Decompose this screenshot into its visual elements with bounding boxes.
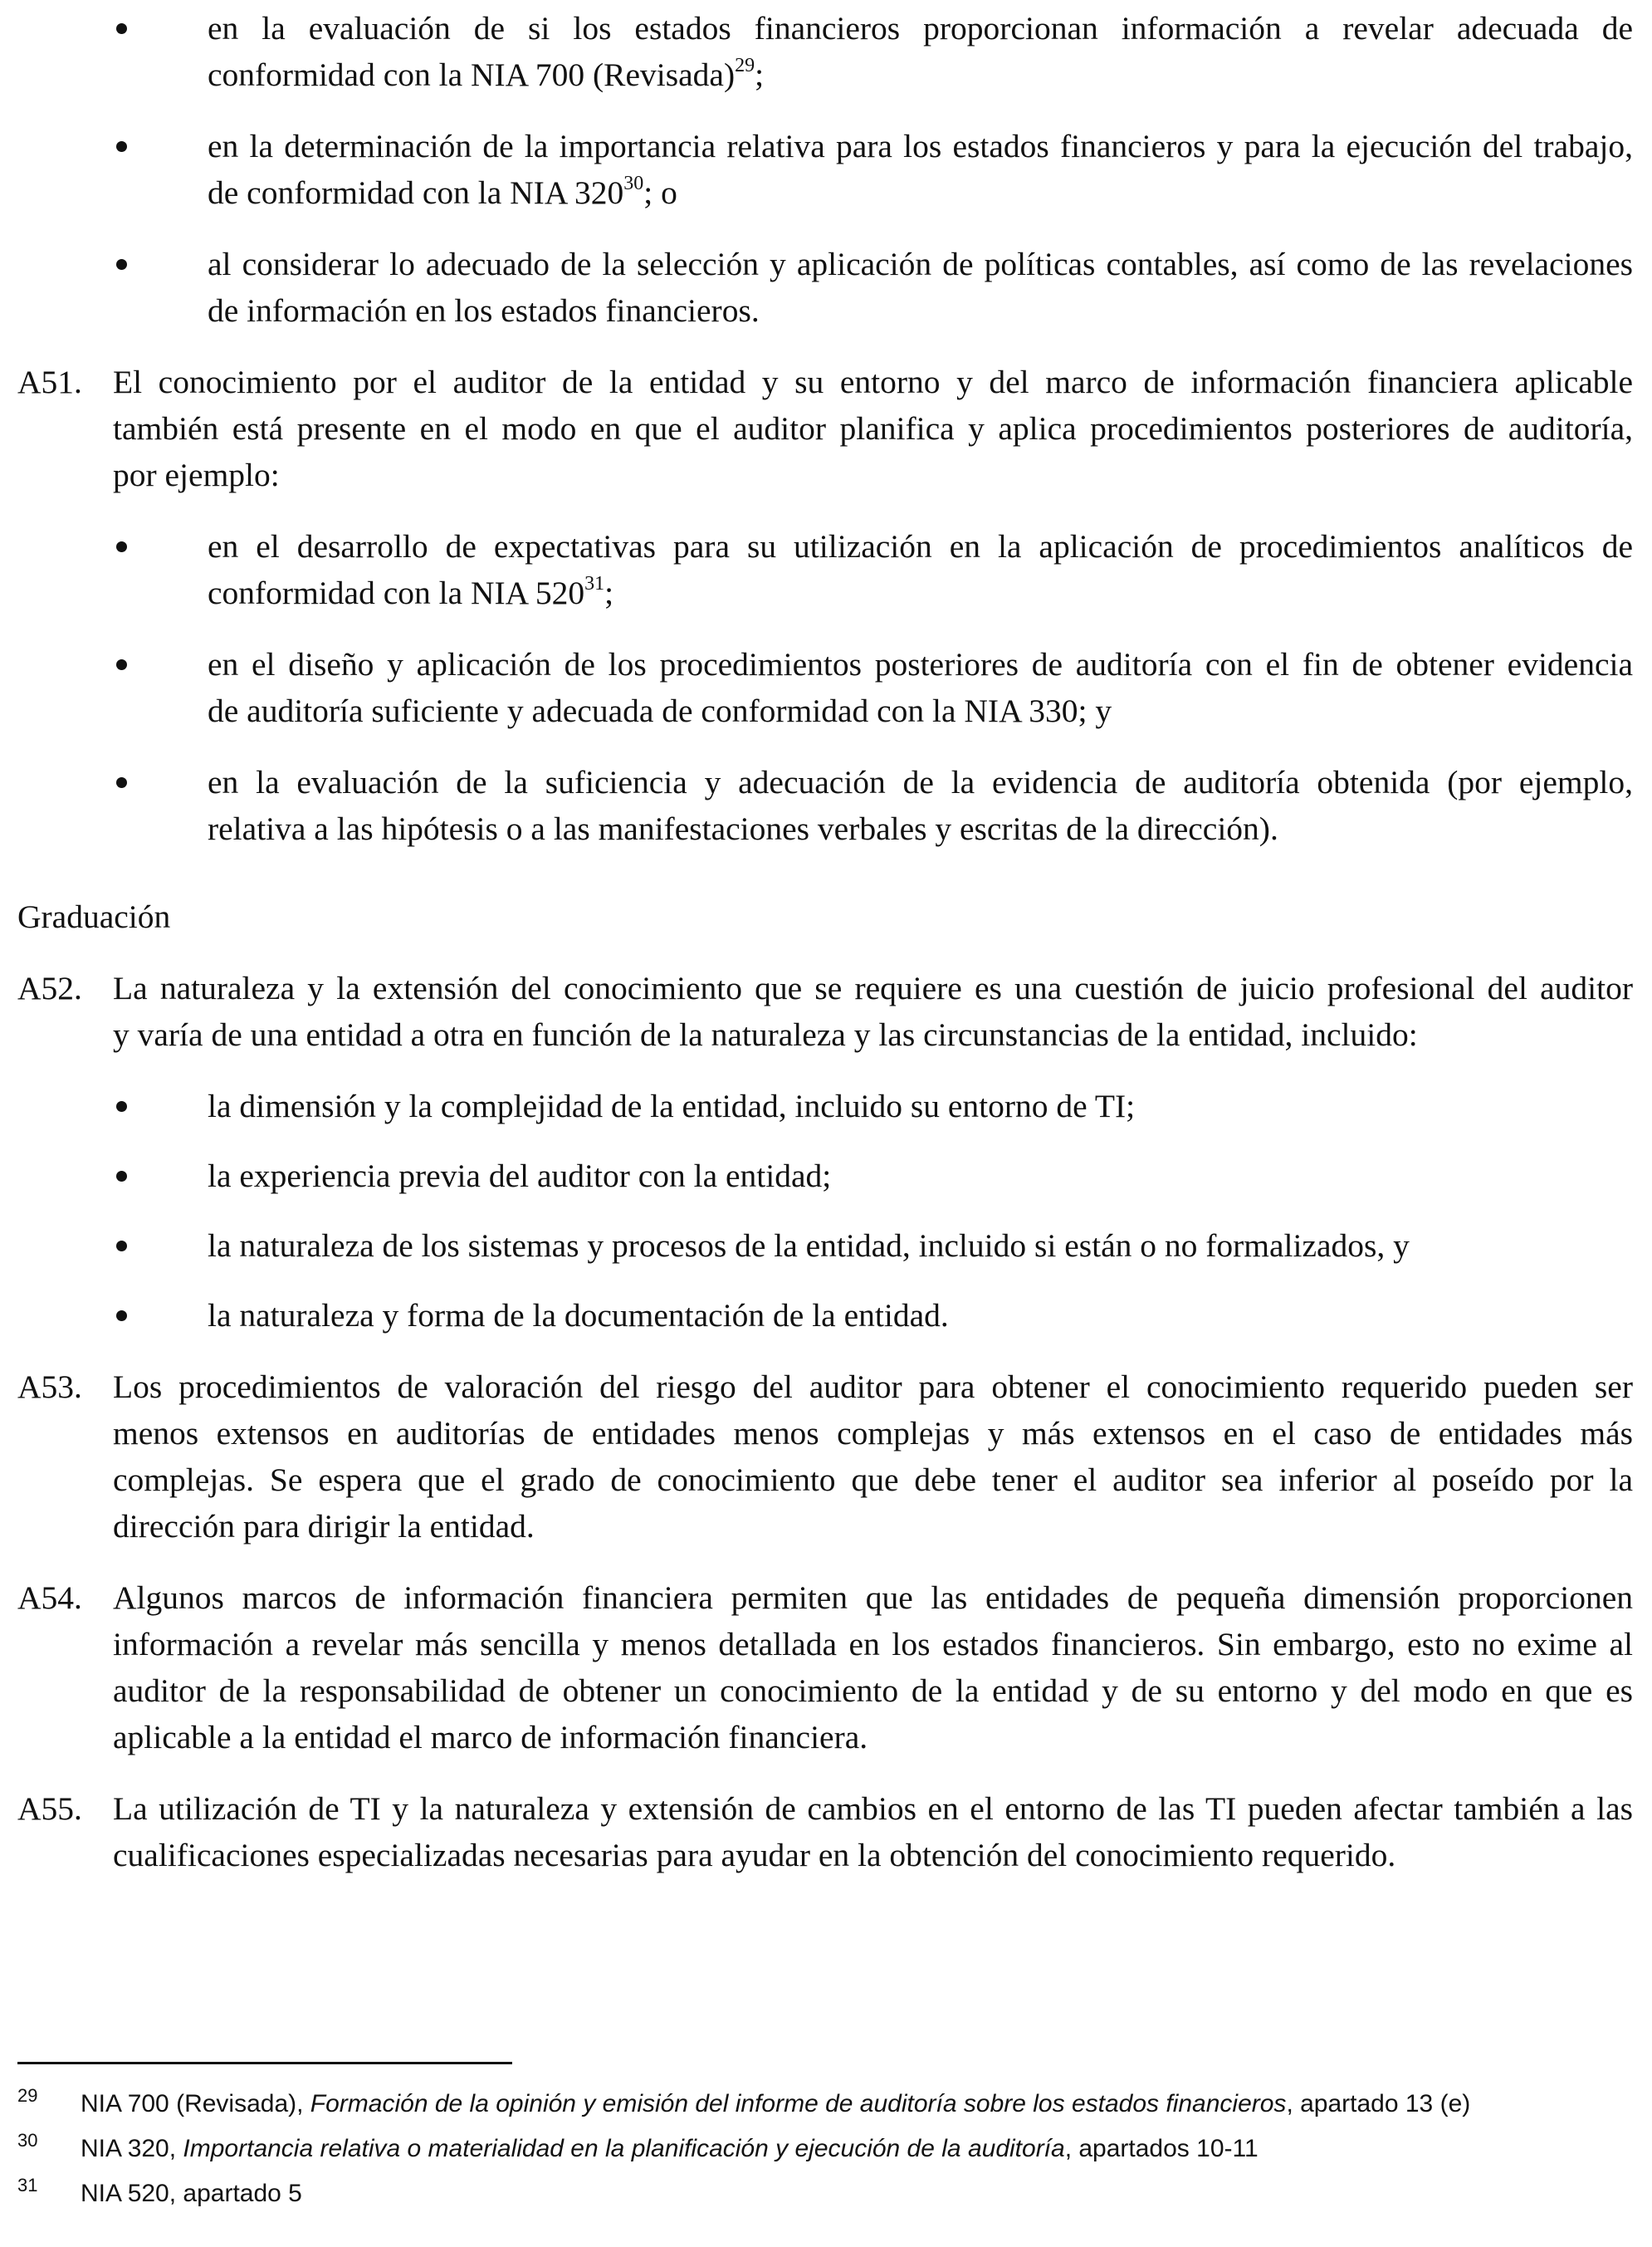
bullet-icon <box>116 1310 127 1321</box>
list-item-line: relativa a las hipótesis o a las manifestaciones verbales y escritas de la dirección). <box>208 810 1278 847</box>
footnote-ref: 29 <box>735 54 755 76</box>
list-item-line: en la determinación de la importancia relativa para los estados financieros y para la ejecución del trabajo, <box>208 128 1633 164</box>
bullet-icon <box>116 1171 127 1182</box>
paragraph-number: A55. <box>17 1790 82 1827</box>
list-item-line: en la evaluación de si los estados financieros proporcionan información a revelar adecuada de <box>208 10 1633 47</box>
footnote-number: 30 <box>17 2130 38 2151</box>
paragraph-line: complejas. Se espera que el grado de conocimiento que debe tener el auditor sea inferior al poseído por la <box>113 1461 1633 1498</box>
paragraph-line: por ejemplo: <box>113 457 280 493</box>
list-item-line: de conformidad con la NIA $320^{30}$; o <box>208 172 677 211</box>
list-item-line: de información en los estados financieros. <box>208 292 760 329</box>
list-item-line: en la evaluación de la suficiencia y adecuación de la evidencia de auditoría obtenida (por ejemplo, <box>208 764 1633 800</box>
footnote-separator <box>17 2062 512 2064</box>
list-item-line: en el desarrollo de expectativas para su utilización en la aplicación de procedimientos analíticos de <box>208 528 1633 565</box>
bullet-icon <box>116 259 127 270</box>
paragraph-number: A54. <box>17 1579 82 1616</box>
list-item-line: conformidad con la NIA 700 (Revisada)$^{29}$; <box>208 54 765 93</box>
footnote-number: 31 <box>17 2175 38 2196</box>
section-heading: Graduación <box>17 898 171 935</box>
list-item-line: al considerar lo adecuado de la selección y aplicación de políticas contables, así como de las revelaciones <box>208 246 1633 282</box>
paragraph-number: A51. <box>17 364 82 400</box>
bullet-icon <box>116 23 127 34</box>
footnote-ref: 30 <box>623 172 644 194</box>
footnote-text: NIA 700 (Revisada), Formación de la opinión y emisión del informe de auditoría sobre los estados financieros, apartado 13 (e) <box>81 2090 1471 2117</box>
footnote-text: NIA 520, apartado 5 <box>81 2180 302 2207</box>
list-item: la dimensión y la complejidad de la entidad, incluido su entorno de TI; <box>208 1088 1136 1124</box>
list-item-line: en el diseño y aplicación de los procedimientos posteriores de auditoría con el fin de obtener evidencia <box>208 646 1633 683</box>
paragraph-line: información a revelar más sencilla y menos detallada en los estados financieros. Sin embargo, esto no exime al <box>113 1626 1633 1662</box>
footnote-number: 29 <box>17 2085 38 2106</box>
paragraph-number: A53. <box>17 1368 82 1405</box>
list-item: la experiencia previa del auditor con la entidad; <box>208 1158 832 1194</box>
bullet-icon <box>116 777 127 788</box>
paragraph-line: auditor de la responsabilidad de obtener un conocimiento de la entidad y de su entorno y del modo en que es <box>113 1672 1633 1709</box>
paragraph-line: La naturaleza y la extensión del conocimiento que se requiere es una cuestión de juicio profesional del auditor <box>113 970 1633 1006</box>
bullet-icon <box>116 1241 127 1251</box>
bullet-icon <box>116 659 127 670</box>
list-item: la naturaleza de los sistemas y procesos de la entidad, incluido si están o no formalizados, y <box>208 1227 1410 1264</box>
bullet-icon <box>116 141 127 152</box>
paragraph-line: El conocimiento por el auditor de la entidad y su entorno y del marco de información financiera aplicable <box>113 364 1633 400</box>
paragraph-number: A52. <box>17 970 82 1006</box>
paragraph-line: y varía de una entidad a otra en función de la naturaleza y las circunstancias de la entidad, incluido: <box>113 1016 1418 1053</box>
paragraph-line: cualificaciones especializadas necesarias para ayudar en la obtención del conocimiento requerido. <box>113 1837 1396 1873</box>
paragraph-line: Los procedimientos de valoración del riesgo del auditor para obtener el conocimiento requerido pueden ser <box>113 1368 1633 1405</box>
bullet-icon <box>116 1101 127 1112</box>
paragraph-line: aplicable a la entidad el marco de información financiera. <box>113 1719 868 1755</box>
list-item-line: de auditoría suficiente y adecuada de conformidad con la NIA 330; y <box>208 693 1112 729</box>
footnote-ref: 31 <box>584 572 605 595</box>
paragraph-line: dirección para dirigir la entidad. <box>113 1508 535 1545</box>
footnote-text: NIA 320, Importancia relativa o materialidad en la planificación y ejecución de la auditoría, apartados 10-11 <box>81 2135 1259 2162</box>
paragraph-line: también está presente en el modo en que el auditor planifica y aplica procedimientos posteriores de auditoría, <box>113 410 1633 447</box>
paragraph-line: La utilización de TI y la naturaleza y extensión de cambios en el entorno de las TI pueden afectar también a las <box>113 1790 1633 1827</box>
list-item-line: conformidad con la NIA $520^{31}$; <box>208 572 614 611</box>
bullet-icon <box>116 541 127 552</box>
paragraph-line: menos extensos en auditorías de entidades menos complejas y más extensos en el caso de entidades más <box>113 1415 1633 1451</box>
list-item: la naturaleza y forma de la documentación de la entidad. <box>208 1297 949 1334</box>
paragraph-line: Algunos marcos de información financiera permiten que las entidades de pequeña dimensión proporcionen <box>113 1579 1633 1616</box>
